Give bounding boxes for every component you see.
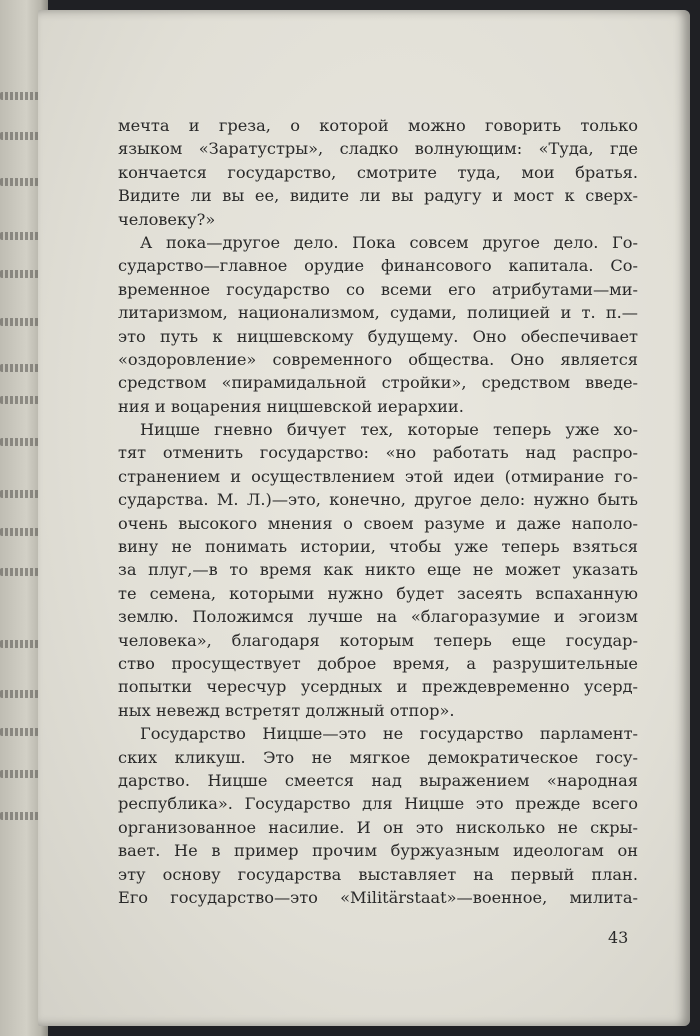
text-line: вает. Не в пример прочим буржуазным идеологам он <box>118 841 638 861</box>
text-line: ских кликуш. Это не мягкое демократическое госу- <box>118 747 638 767</box>
text-line: кончается государство, смотрите туда, мои братья. <box>118 162 638 182</box>
text-line: сударство—главное орудие финансового капитала. Со- <box>118 256 638 276</box>
text-line: ство просуществует доброе время, а разрушительные <box>118 653 638 673</box>
text-line: тят отменить государство: «но работать над распро- <box>118 443 638 463</box>
text-line: мечта и греза, о которой можно говорить только <box>118 116 638 135</box>
text-line: Видите ли вы ее, видите ли вы радугу и мост к сверх- <box>118 186 638 206</box>
text-line: землю. Положимся лучше на «благоразумие и эгоизм <box>118 607 638 627</box>
page-text <box>118 114 638 909</box>
text-line: ных невежд встретят должный отпор». <box>118 700 455 720</box>
text-line: человеку?» <box>118 209 216 229</box>
page-number: 43 <box>608 928 629 947</box>
text-line: сударства. М. Л.)—это, конечно, другое дело: нужно быть <box>118 490 638 510</box>
text-line: ния и воцарения ницшевской иерархии. <box>118 396 464 416</box>
text-line: человека», благодаря которым теперь еще государ- <box>118 630 638 650</box>
text-line: республика». Государство для Ницше это прежде всего <box>118 794 638 814</box>
text-line: языком «Заратустры», сладко волнующим: «Туда, где <box>118 139 638 159</box>
text-line: временное государство со всеми его атрибутами—ми- <box>118 279 638 299</box>
text-line: дарство. Ницше смеется над выражением «народная <box>118 770 638 790</box>
text-line: Государство Ницше—это не государство парламент- <box>140 724 638 744</box>
text-line: А пока—другое дело. Пока совсем другое дело. Го- <box>140 232 638 252</box>
text-line: вину не понимать истории, чтобы уже теперь взяться <box>118 537 638 557</box>
text-line: за плуг,—в то время как никто еще не может указать <box>118 560 638 580</box>
text-line: Его государство—это «Militärstaat»—военное, милита- <box>118 887 638 907</box>
text-line: странением и осуществлением этой идеи (отмирание го- <box>118 466 638 486</box>
text-line: очень высокого мнения о своем разуме и даже наполо- <box>118 513 638 533</box>
text-line: те семена, которыми нужно будет засеять вспаханную <box>118 583 638 603</box>
book-page <box>38 10 690 1026</box>
text-line: средством «пирамидальной стройки», средством введе- <box>118 373 638 393</box>
text-line: это путь к ницшевскому будущему. Оно обеспечивает <box>118 326 638 346</box>
text-line: Ницше гневно бичует тех, которые теперь уже хо- <box>140 420 638 440</box>
text-line: попытки чересчур усердных и преждевременно усерд- <box>118 677 638 697</box>
text-line: литаризмом, национализмом, судами, полицией и т. п.— <box>118 303 638 323</box>
text-line: организованное насилие. И он это нисколько не скры- <box>118 817 638 837</box>
text-line: «оздоровление» современного общества. Оно является <box>118 349 638 369</box>
text-line: эту основу государства выставляет на первый план. <box>118 864 638 884</box>
